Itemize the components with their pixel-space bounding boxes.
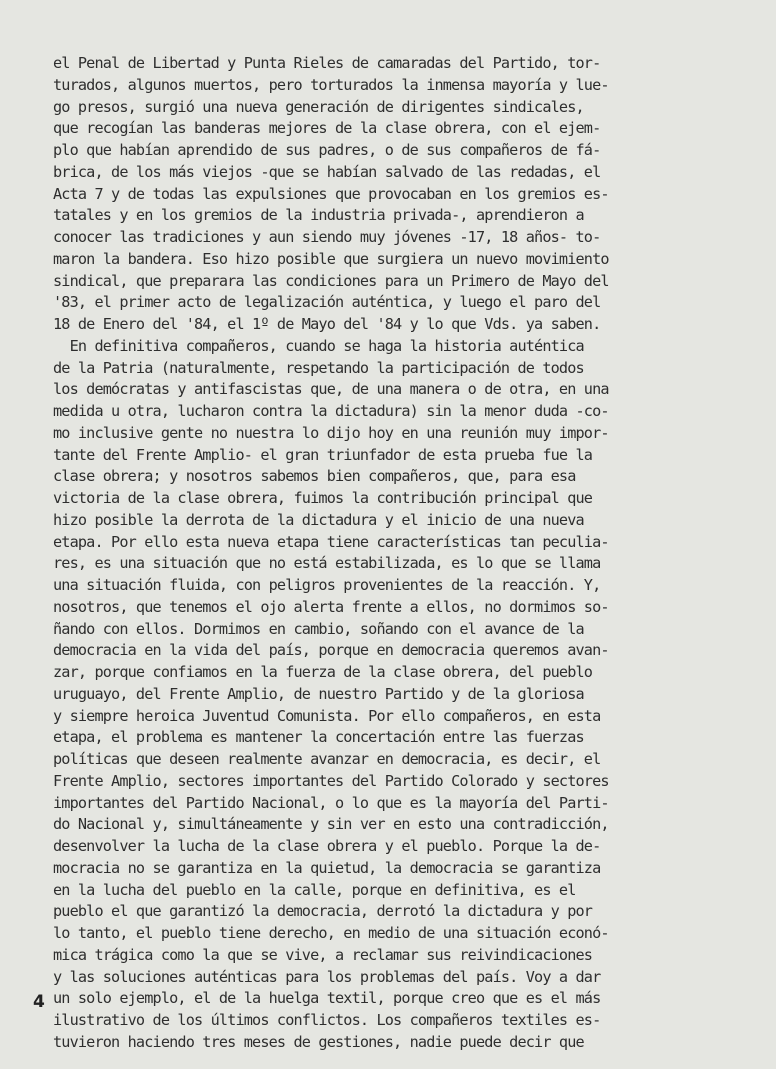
text-line: etapa. Por ello esta nueva etapa tiene características tan peculia- [53,532,609,551]
text-line: ilustrativo de los últimos conflictos. Los compañeros textiles es- [53,1011,601,1029]
text-line: ñando con ellos. Dormimos en cambio, soñando con el avance de la [53,619,584,638]
text-line: lo tanto, el pueblo tiene derecho, en medio de una situación econó- [53,924,609,942]
text-line: maron la bandera. Eso hizo posible que surgiera un nuevo movimiento [53,249,609,268]
text-line: turados, algunos muertos, pero torturados la inmensa mayoría y lue- [53,75,609,94]
text-line: pueblo el que garantizó la democracia, derrotó la dictadura y por [53,902,593,921]
text-line: mica trágica como la que se vive, a reclamar sus reivindicaciones [53,945,593,964]
text-line: go presos, surgió una nueva generación de dirigentes sindicales, [53,97,584,116]
text-line: do Nacional y, simultáneamente y sin ver en esto una contradicción, [53,815,609,834]
text-line: clase obrera; y nosotros sabemos bien compañeros, que, para esa [53,467,576,486]
text-line: y siempre heroica Juventud Comunista. Por ello compañeros, en esta [53,706,601,725]
text-line: zar, porque confiamos en la fuerza de la clase obrera, del pueblo [53,663,593,681]
text-line: que recogían las banderas mejores de la clase obrera, con el ejem- [53,119,601,138]
text-line: políticas que deseen realmente avanzar en democracia, es decir, el [53,750,601,768]
text-line: tante del Frente Amplio- el gran triunfador de esta prueba fue la [53,445,593,464]
text-line: uruguayo, del Frente Amplio, de nuestro Partido y de la gloriosa [53,684,584,703]
text-line: Acta 7 y de todas las expulsiones que provocaban en los gremios es- [53,184,609,203]
text-line: 18 de Enero del '84, el 1º de Mayo del '84 y lo que Vds. ya saben. [53,315,601,333]
text-line: desenvolver la lucha de la clase obrera y el pueblo. Porque la de- [53,837,601,855]
text-line: mocracia no se garantiza en la quietud, la democracia se garantiza [53,858,601,877]
text-line: res, es una situación que no está estabilizada, es lo que se llama [53,554,601,573]
text-line: En definitiva compañeros, cuando se haga la historia auténtica [53,336,584,355]
page-number: 4 [33,992,45,1012]
text-line: tatales y en los gremios de la industria privada-, aprendieron a [53,206,584,225]
text-line: de la Patria (naturalmente, respetando la participación de todos [53,358,584,377]
text-line: los demócratas y antifascistas que, de una manera o de otra, en una [53,380,609,399]
body-text [53,53,747,1054]
text-line: un solo ejemplo, el de la huelga textil, porque creo que es el más [53,989,601,1008]
text-line: '83, el primer acto de legalización auténtica, y luego el paro del [53,293,601,312]
text-line: y las soluciones auténticas para los problemas del país. Voy a dar [53,967,601,986]
text-line: mo inclusive gente no nuestra lo dijo hoy en una reunión muy impor- [53,423,609,442]
text-line: Frente Amplio, sectores importantes del Partido Colorado y sectores [53,771,609,790]
text-line: conocer las tradiciones y aun siendo muy jóvenes -17, 18 años- to- [53,228,601,246]
text-line: medida u otra, lucharon contra la dictadura) sin la menor duda -co- [53,402,609,420]
text-line: tuvieron haciendo tres meses de gestiones, nadie puede decir que [53,1032,584,1051]
text-line: una situación fluida, con peligros provenientes de la reacción. Y, [53,576,601,594]
text-line: brica, de los más viejos -que se habían salvado de las redadas, el [53,162,601,181]
text-line: plo que habían aprendido de sus padres, o de sus compañeros de fá- [53,141,601,159]
text-line: victoria de la clase obrera, fuimos la contribución principal que [53,489,593,507]
text-line: democracia en la vida del país, porque en democracia queremos avan- [53,641,609,660]
text-line: en la lucha del pueblo en la calle, porque en definitiva, es el [53,880,576,899]
text-line: hizo posible la derrota de la dictadura y el inicio de una nueva [53,510,584,529]
text-line: el Penal de Libertad y Punta Rieles de camaradas del Partido, tor- [53,54,601,72]
text-line: importantes del Partido Nacional, o lo que es la mayoría del Parti- [53,793,609,812]
text-line: nosotros, que tenemos el ojo alerta frente a ellos, no dormimos so- [53,597,609,616]
text-line: etapa, el problema es mantener la concertación entre las fuerzas [53,728,584,747]
text-line: sindical, que preparara las condiciones para un Primero de Mayo del [53,271,609,290]
